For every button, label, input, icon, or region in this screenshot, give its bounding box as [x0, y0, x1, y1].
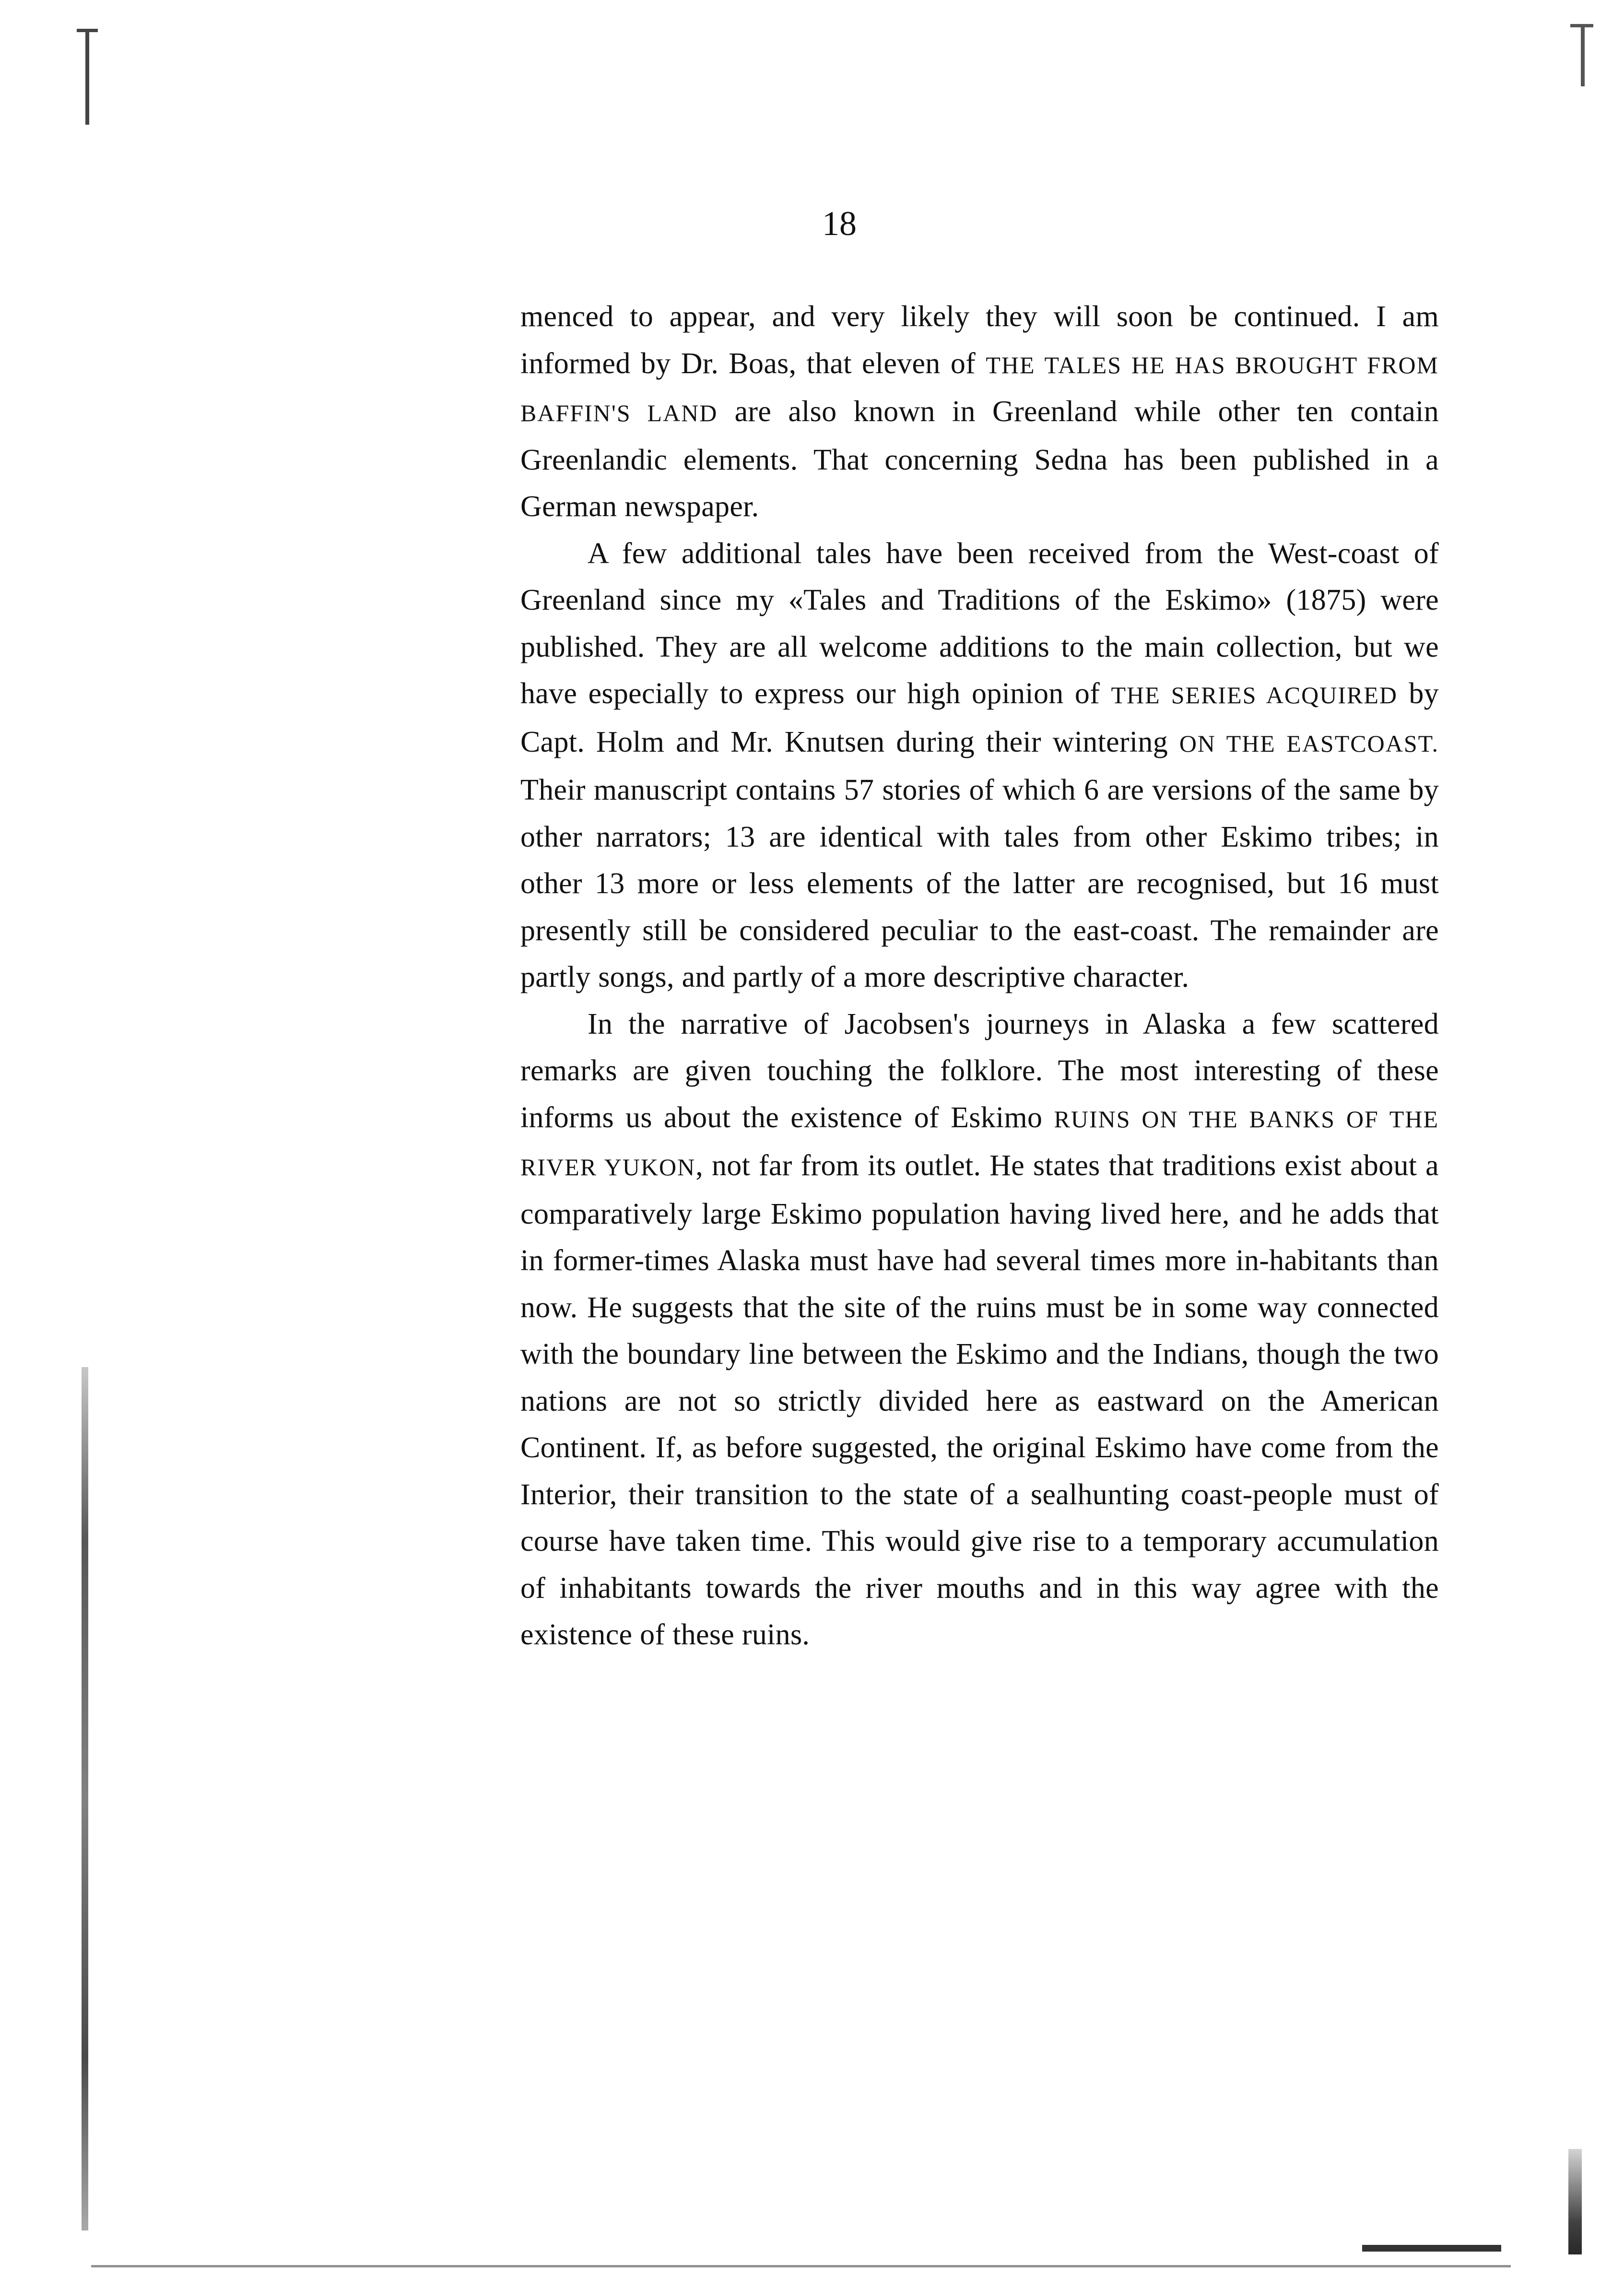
text-run: , not far from its outlet. He states that traditions exist about a comparatively large Eskimo population having lived here, and he adds that in former-times Alaska must have had several times more in-habitants than now. He suggests that the site of the ruins must be in some way connected with the boundary line between the Eskimo and the Indians, though the two nations are not so strictly divided here as eastward on the American Continent. If, as before suggested, the original Eskimo have come from the Interior, their transition to the state of a sealhunting coast-people must of course have taken time. This would give rise to a temporary accumulation of inhabitants towards the river mouths and in this way agree with the existence of these ruins.	[520, 1149, 1439, 1651]
paragraph	[520, 294, 1439, 531]
body-text	[520, 294, 1439, 1659]
small-caps-phrase: RUINS ON THE BANKS OF THE RIVER YUKON	[520, 1105, 1439, 1180]
text-run: by Capt. Holm and Mr. Knutsen during their wintering	[520, 677, 1439, 758]
page-number: 18	[822, 204, 857, 243]
text-run: In the narrative of Jacobsen's journeys in Alaska a few scattered remarks are given touching the folklore. The most interesting of these informs us about the existence of Eskimo	[520, 1007, 1439, 1134]
small-caps-phrase: ON THE EASTCOAST.	[1179, 730, 1439, 757]
small-caps-phrase: THE TALES HE HAS BROUGHT FROM BAFFIN'S LAND	[520, 351, 1439, 426]
text-run: menced to appear, and very likely they will soon be continued. I am informed by Dr. Boas, that eleven of	[520, 300, 1439, 380]
scan-edge-shadow	[1568, 2149, 1582, 2254]
scan-corner-mark	[85, 29, 89, 125]
text-run: are also known in Greenland while other ten contain Greenlandic elements. That concerning Sedna has been published in a German newspaper.	[520, 395, 1439, 523]
paragraph	[520, 1001, 1439, 1659]
scan-edge-mark	[1362, 2245, 1501, 2252]
scan-binding-shadow	[82, 1367, 88, 2230]
text-run: Their manuscript contains 57 stories of which 6 are versions of the same by other narrators; 13 are identical with tales from other Eskimo tribes; in other 13 more or less elements of the latter are recognised, but 16 must presently still be considered peculiar to the east-coast. The remainder are partly songs, and partly of a more descriptive character.	[520, 774, 1439, 993]
small-caps-phrase: THE SERIES ACQUIRED	[1111, 682, 1398, 708]
scan-corner-mark	[1581, 24, 1585, 86]
scan-bottom-edge	[91, 2265, 1511, 2267]
paragraph	[520, 531, 1439, 1001]
text-run: A few additional tales have been received from the West-coast of Greenland since my «Tales and Traditions of the Eskimo» (1875) were published. They are all welcome additions to the main collection, but we have especially to express our high opinion of	[520, 537, 1439, 710]
